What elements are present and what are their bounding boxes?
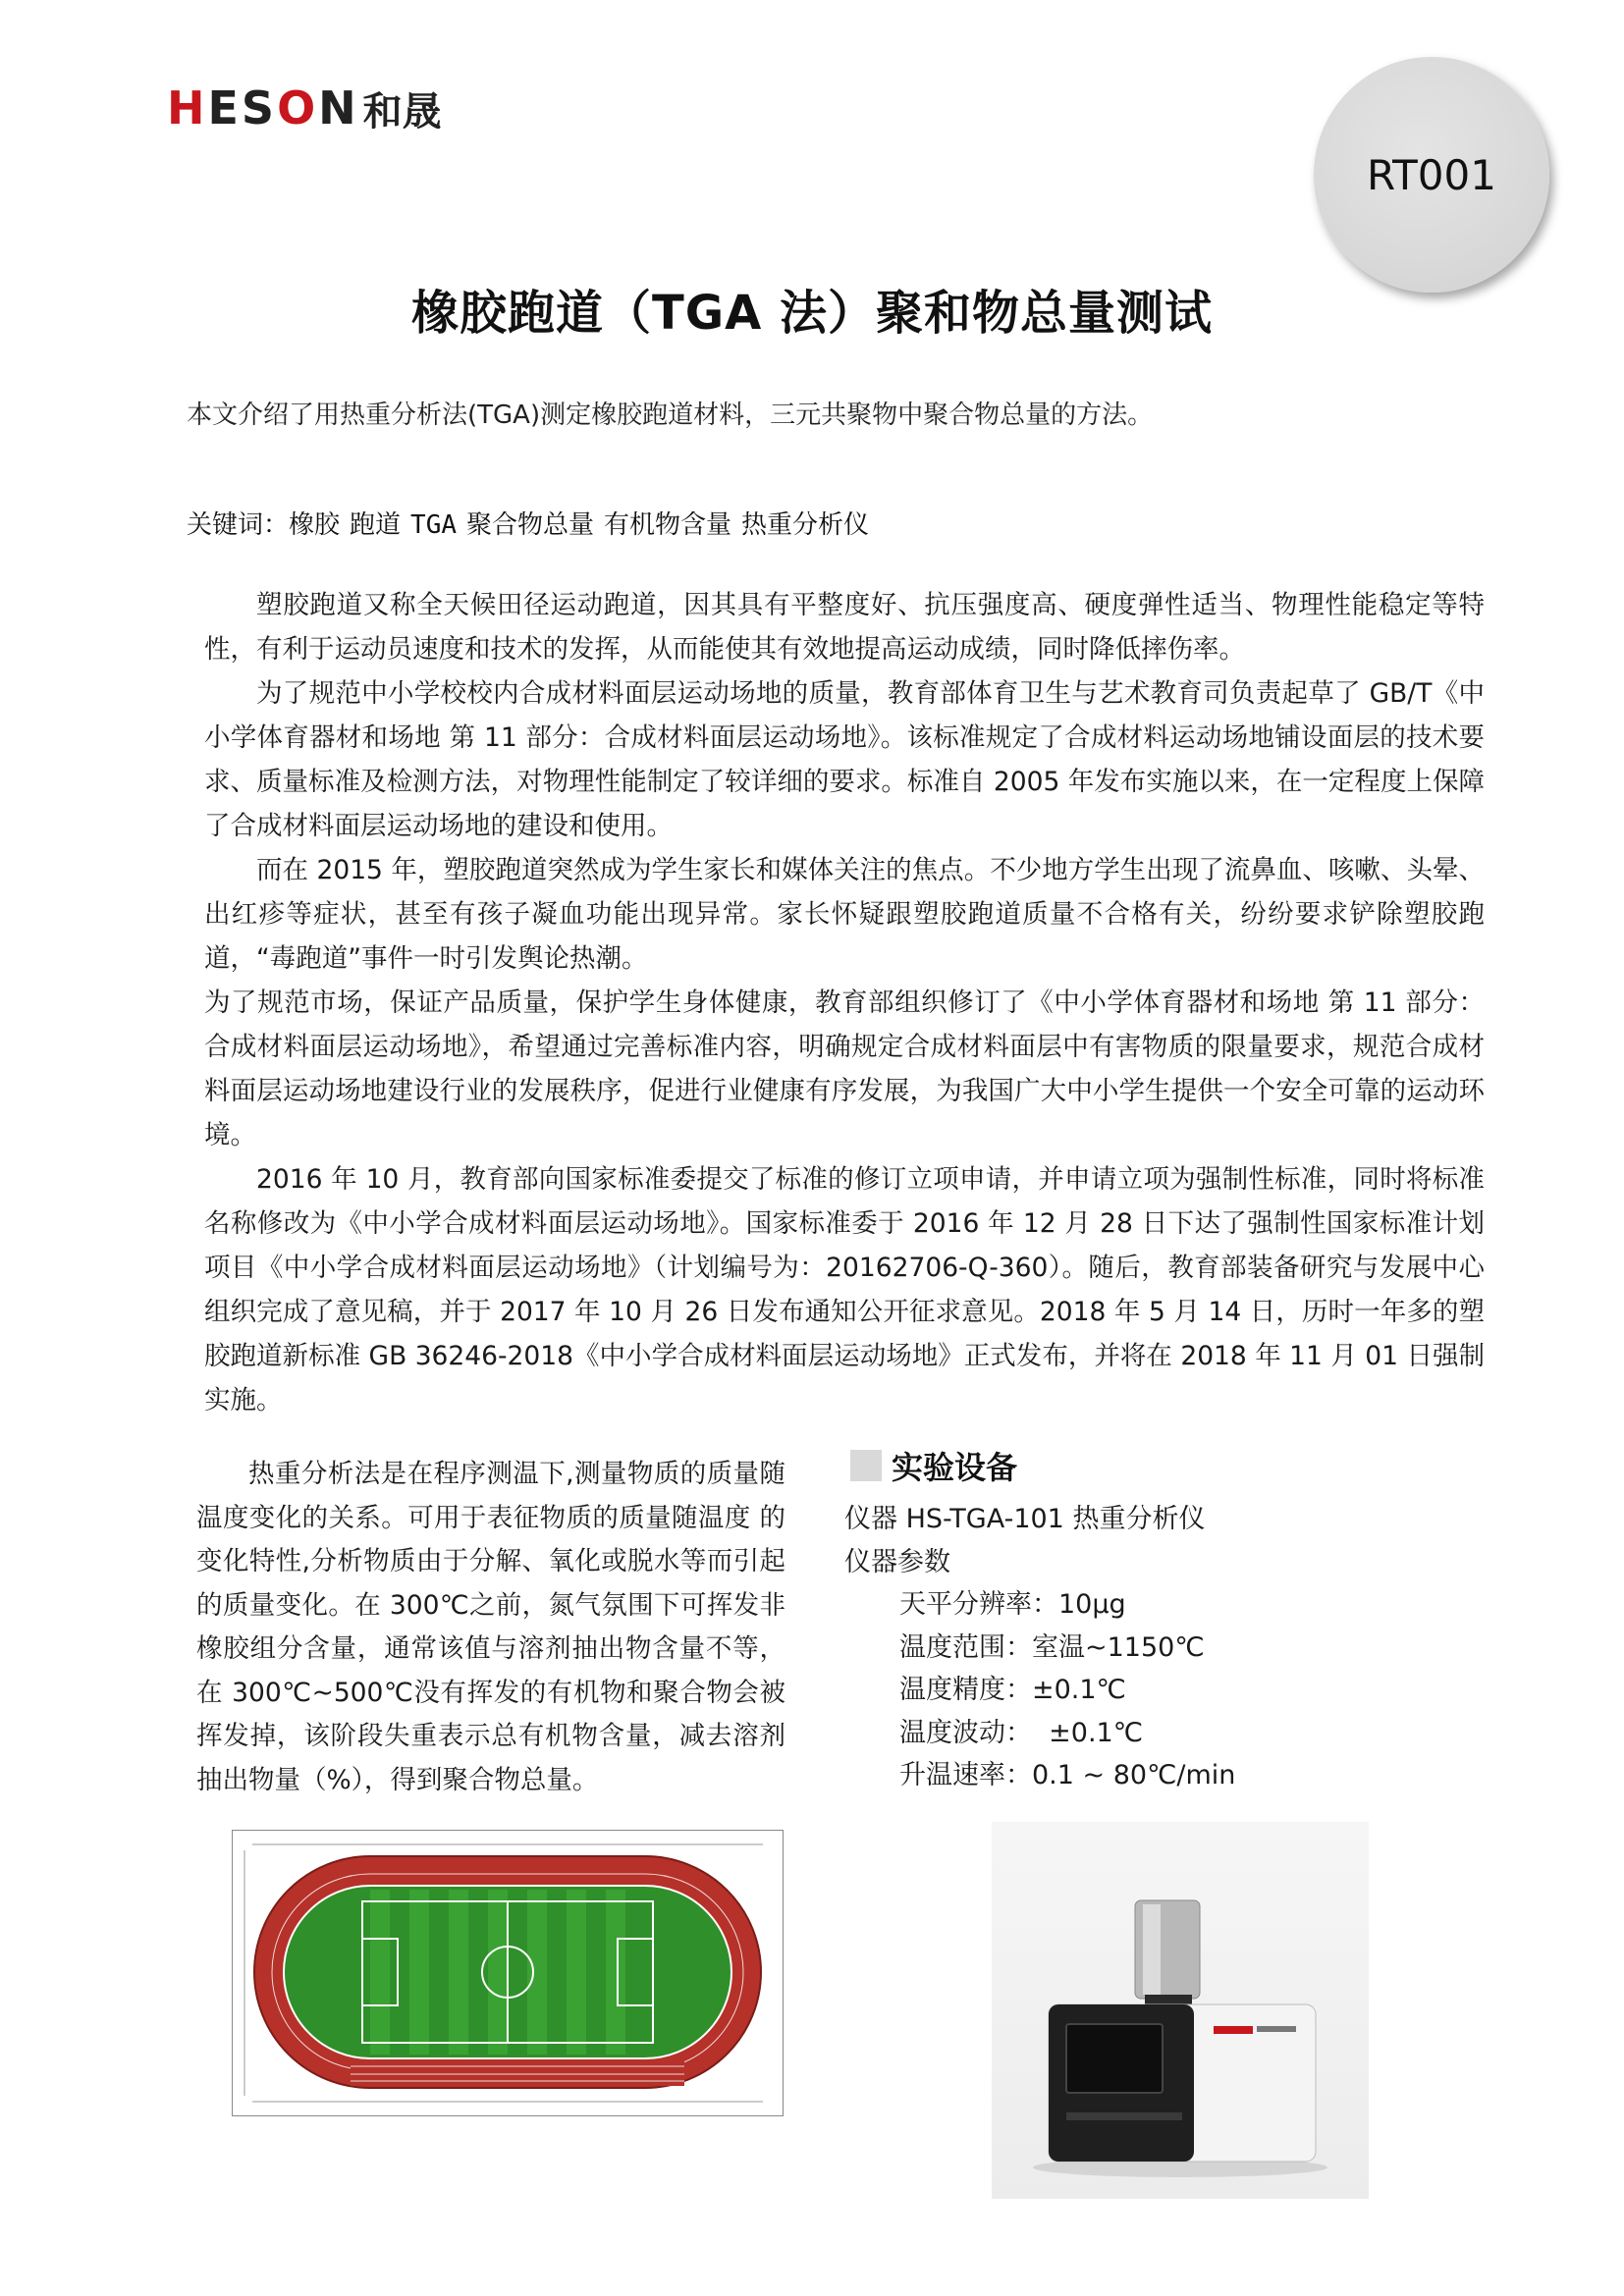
body-text bbox=[204, 583, 1485, 1422]
equipment-list bbox=[844, 1498, 1235, 1797]
params-label: 仪器参数 bbox=[844, 1546, 950, 1577]
param-heating-rate: 升温速率：0.1 ~ 80℃/min bbox=[899, 1760, 1236, 1790]
paragraph: 而在 2015 年，塑胶跑道突然成为学生家长和媒体关注的焦点。不少地方学生出现了流鼻血、咳嗽、头晕、出红疹等症状，甚至有孩子凝血功能出现异常。家长怀疑跟塑胶跑道质量不合格有关，纷纷要求铲除塑胶跑道，“毒跑道”事件一时引发舆论热潮。 bbox=[204, 855, 1485, 974]
equipment-heading bbox=[850, 1443, 1017, 1488]
instrument-name: 仪器 HS-TGA-101 热重分析仪 bbox=[844, 1504, 1206, 1534]
keyword: 橡胶 bbox=[289, 510, 341, 540]
equipment-heading-text: 实验设备 bbox=[892, 1449, 1018, 1486]
param-balance-resolution: 天平分辨率：10μg bbox=[899, 1589, 1126, 1620]
page-title: 橡胶跑道（TGA 法）聚和物总量测试 bbox=[410, 286, 1213, 341]
sports-field-svg bbox=[233, 1831, 783, 2115]
keyword: TGA bbox=[410, 510, 458, 540]
abstract-text: 本文介绍了用热重分析法(TGA)测定橡胶跑道材料，三元共聚物中聚合物总量的方法。 bbox=[187, 400, 1154, 430]
document-code-badge: RT001 bbox=[1314, 57, 1549, 293]
tga-instrument-photo bbox=[992, 1822, 1369, 2199]
heson-logo bbox=[167, 81, 442, 134]
keywords-line bbox=[187, 505, 879, 541]
param-temperature-fluctuation: 温度波动： ±0.1℃ bbox=[899, 1717, 1144, 1748]
keyword: 有机物含量 bbox=[604, 510, 732, 540]
tga-instrument-svg bbox=[992, 1822, 1369, 2199]
param-temperature-range: 温度范围：室温~1150℃ bbox=[899, 1631, 1205, 1663]
paragraph: 2016 年 10 月，教育部向国家标准委提交了标准的修订立项申请，并申请立项为强制性标准，同时将标准名称修改为《中小学合成材料面层运动场地》。国家标准委于 2016 年 12 月 28 日下达了强制性国家标准计划项目《中小学合成材料面层运动场地》（计划编号为：20162706-Q-360）。随后，教育部装备研究与发展中心组织完成了意见稿，并于 2017 年 10 月 26 日发布通知公开征求意见。2018 年 5 月 14 日，历时一年多的塑胶跑道新标准 GB 36246-2018《中小学合成材料面层运动场地》正式发布，并将在 2018 年 11 月 01 日强制实施。 bbox=[204, 1164, 1485, 1415]
paragraph: 塑胶跑道又称全天候田径运动跑道，因其具有平整度好、抗压强度高、硬度弹性适当、物理性能稳定等特性，有利于运动员速度和技术的发挥，从而能使其有效地提高运动成绩，同时降低摔伤率。 bbox=[204, 590, 1485, 665]
paragraph: 为了规范市场，保证产品质量，保护学生身体健康，教育部组织修订了《中小学体育器材和场地 第 11 部分：合成材料面层运动场地》，希望通过完善标准内容，明确规定合成材料面层中有害物质的限量要求，规范合成材料面层运动场地建设行业的发展秩序，促进行业健康有序发展，为我国广大中小学生提供一个安全可靠的运动环境。 bbox=[204, 988, 1485, 1150]
heading-square-icon bbox=[850, 1450, 882, 1481]
keywords-label: 关键词： bbox=[187, 510, 290, 540]
brand-name-en: HESON bbox=[167, 81, 359, 134]
param-temperature-accuracy: 温度精度：±0.1℃ bbox=[899, 1675, 1126, 1705]
keyword: 热重分析仪 bbox=[741, 510, 870, 540]
keyword: 跑道 bbox=[350, 510, 402, 540]
sports-field-diagram bbox=[232, 1830, 784, 2116]
keyword: 聚合物总量 bbox=[466, 510, 595, 540]
paragraph: 为了规范中小学校校内合成材料面层运动场地的质量，教育部体育卫生与艺术教育司负责起草了 GB/T《中小学体育器材和场地 第 11 部分：合成材料面层运动场地》。该标准规定了合成材料运动场地铺设面层的技术要求、质量标准及检测方法，对物理性能制定了较详细的要求。标准自 2005 年发布实施以来，在一定程度上保障了合成材料面层运动场地的建设和使用。 bbox=[204, 678, 1485, 841]
tga-method-text: 热重分析法是在程序测温下,测量物质的质量随温度变化的关系。可用于表征物质的质量随温度 的变化特性,分析物质由于分解、氧化或脱水等而引起的质量变化。在 300℃之前，氮气氛围下可挥发非橡胶组分含量，通常该值与溶剂抽出物含量不等，在 300℃~500℃没有挥发的有机物和聚合物会被挥发掉，该阶段失重表示总有机物含量，减去溶剂抽出物量（%），得到聚合物总量。 bbox=[196, 1459, 785, 1795]
brand-name-cn: 和晟 bbox=[362, 88, 442, 134]
